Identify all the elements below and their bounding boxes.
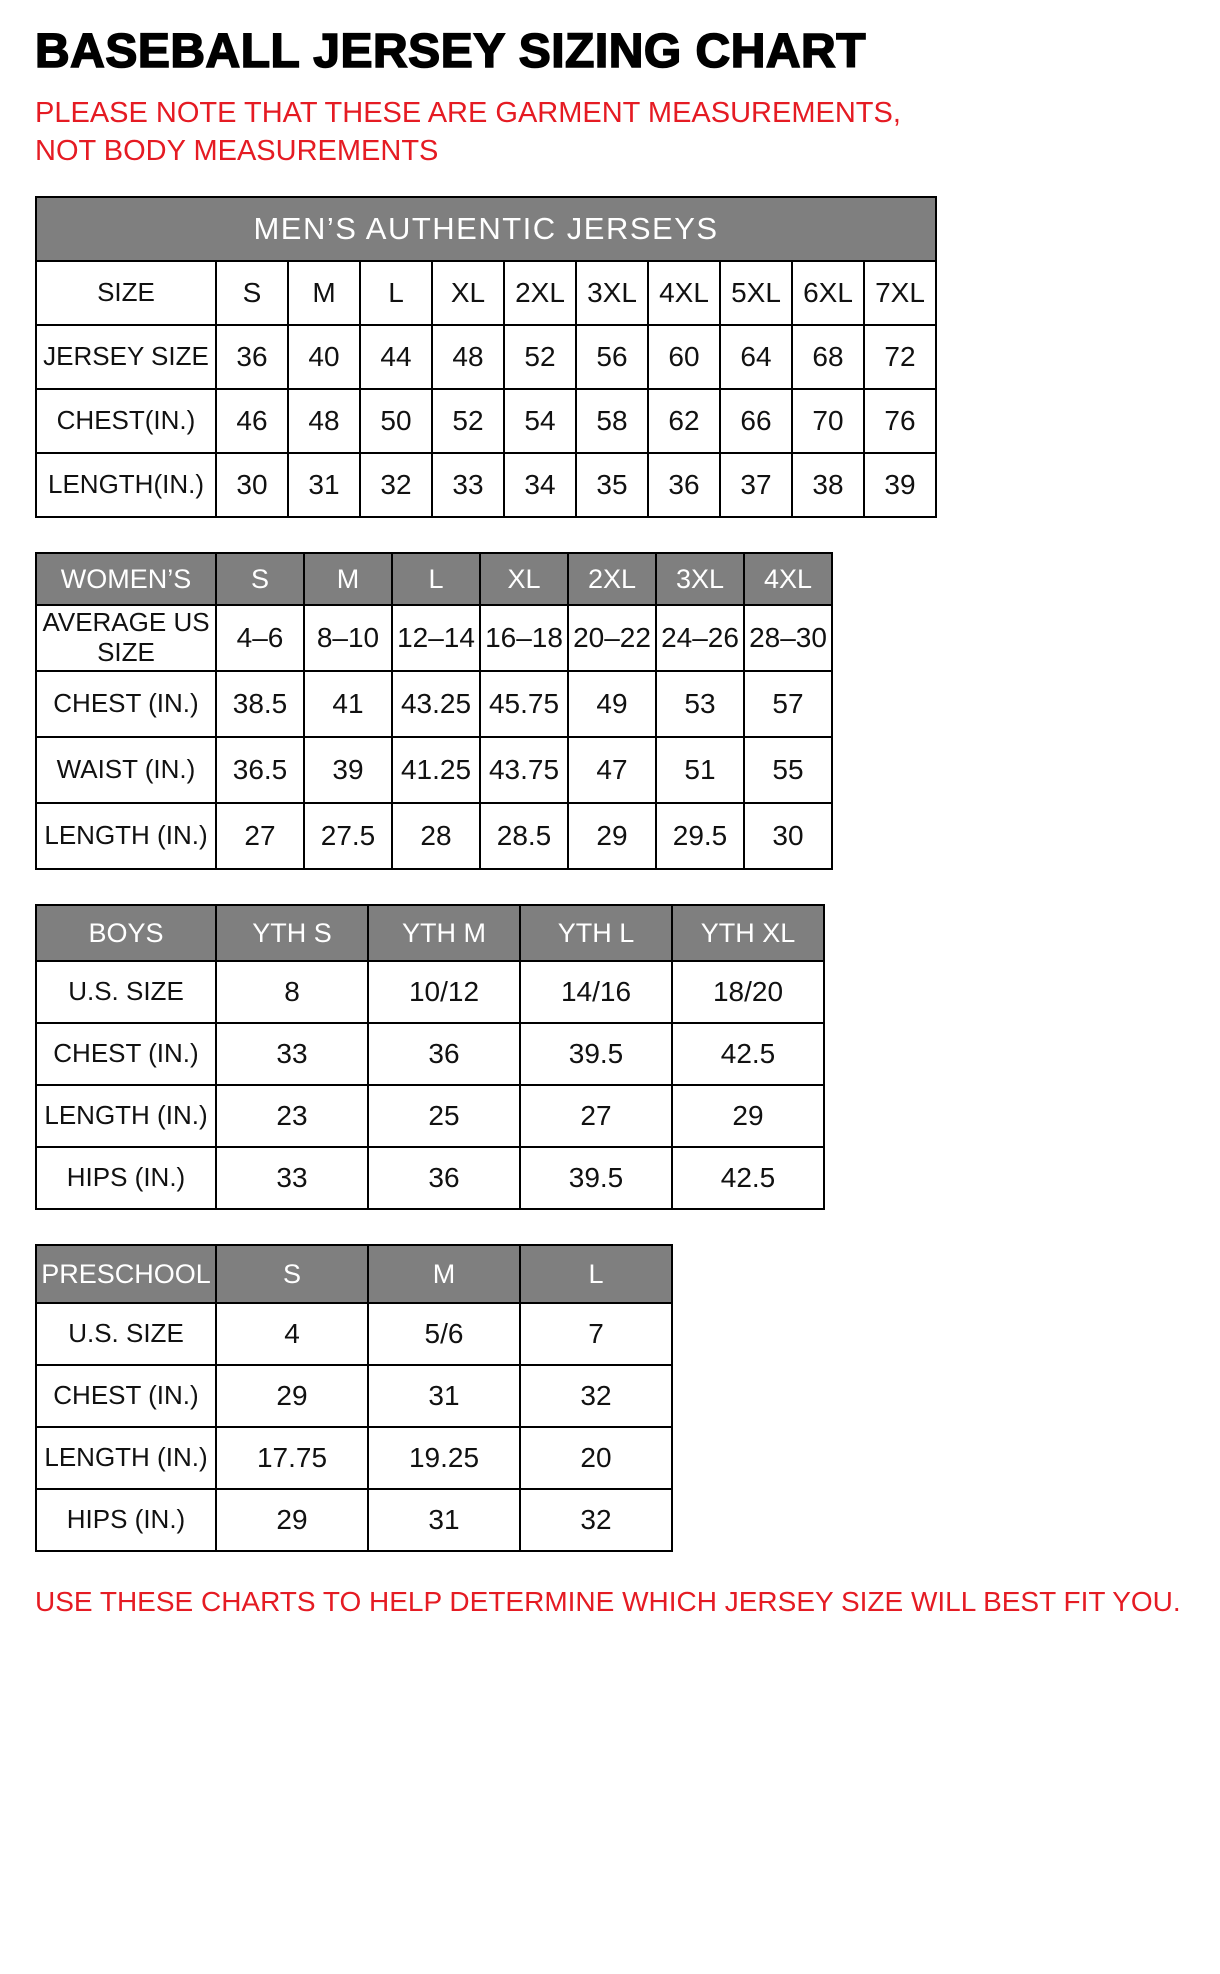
table-cell: 52 [504,325,576,389]
table-cell: 5/6 [368,1303,520,1365]
table-cell: L [360,261,432,325]
table-cell: 68 [792,325,864,389]
table-cell: 53 [656,671,744,737]
table-row [36,605,832,671]
table-cell: 56 [576,325,648,389]
column-header: S [216,553,304,605]
table-cell: 8 [216,961,368,1023]
table-cell: 62 [648,389,720,453]
table-cell: 31 [368,1365,520,1427]
table-cell: 36 [368,1023,520,1085]
table-cell: 4–6 [216,605,304,671]
table-cell: 40 [288,325,360,389]
table-cell: 38 [792,453,864,517]
table-cell: 4XL [648,261,720,325]
table-row [36,1489,672,1551]
table-cell: 19.25 [368,1427,520,1489]
table-cell: 10/12 [368,961,520,1023]
column-header: YTH M [368,905,520,961]
table-cell: 25 [368,1085,520,1147]
table-cell: 28.5 [480,803,568,869]
table-row [36,1427,672,1489]
table-cell: 7XL [864,261,936,325]
table-cell: 46 [216,389,288,453]
table-cell: 27 [520,1085,672,1147]
table-cell: 20 [520,1427,672,1489]
row-label: HIPS (IN.) [36,1489,216,1551]
boys-sizing-table [35,904,825,1210]
row-label: CHEST(IN.) [36,389,216,453]
mens-table-banner: MEN’S AUTHENTIC JERSEYS [36,197,936,261]
womens-sizing-table [35,552,833,870]
table-cell: 33 [216,1147,368,1209]
table-cell: 36 [368,1147,520,1209]
table-cell: 39.5 [520,1147,672,1209]
table-cell: 35 [576,453,648,517]
table-row [36,961,824,1023]
table-cell: 2XL [504,261,576,325]
table-cell: 17.75 [216,1427,368,1489]
table-cell: 23 [216,1085,368,1147]
row-label: WAIST (IN.) [36,737,216,803]
table-cell: 43.25 [392,671,480,737]
column-header: M [304,553,392,605]
column-header: WOMEN’S [36,553,216,605]
table-cell: 39 [864,453,936,517]
row-label: LENGTH(IN.) [36,453,216,517]
table-row [36,1365,672,1427]
row-label: CHEST (IN.) [36,1023,216,1085]
table-cell: 33 [216,1023,368,1085]
garment-note: PLEASE NOTE THAT THESE ARE GARMENT MEASUREMENTS, NOT BODY MEASUREMENTS [35,97,901,167]
table-cell: 30 [216,453,288,517]
table-cell: 16–18 [480,605,568,671]
column-header: YTH S [216,905,368,961]
row-label: AVERAGE US SIZE [36,605,216,671]
table-cell: 29 [216,1489,368,1551]
row-label: SIZE [36,261,216,325]
row-label: U.S. SIZE [36,1303,216,1365]
table-cell: 43.75 [480,737,568,803]
table-header-row [36,553,832,605]
table-cell: 29 [216,1365,368,1427]
table-cell: 34 [504,453,576,517]
table-cell: 44 [360,325,432,389]
table-cell: M [288,261,360,325]
table-cell: 42.5 [672,1023,824,1085]
table-cell: 14/16 [520,961,672,1023]
column-header: 4XL [744,553,832,605]
table-cell: 32 [360,453,432,517]
column-header: 3XL [656,553,744,605]
table-cell: 72 [864,325,936,389]
table-cell: 48 [288,389,360,453]
table-cell: 39.5 [520,1023,672,1085]
table-cell: 52 [432,389,504,453]
table-cell: 20–22 [568,605,656,671]
table-cell: 41.25 [392,737,480,803]
table-cell: 30 [744,803,832,869]
row-label: CHEST (IN.) [36,1365,216,1427]
mens-sizing-table [35,196,937,518]
table-cell: XL [432,261,504,325]
table-cell: 3XL [576,261,648,325]
table-cell: 76 [864,389,936,453]
row-label: CHEST (IN.) [36,671,216,737]
table-row [36,453,936,517]
column-header: YTH XL [672,905,824,961]
table-cell: 29.5 [656,803,744,869]
table-cell: 31 [288,453,360,517]
column-header: BOYS [36,905,216,961]
table-cell: 37 [720,453,792,517]
table-cell: 49 [568,671,656,737]
table-cell: 7 [520,1303,672,1365]
table-cell: 28 [392,803,480,869]
row-label: LENGTH (IN.) [36,803,216,869]
table-cell: 32 [520,1489,672,1551]
row-label: U.S. SIZE [36,961,216,1023]
table-cell: 38.5 [216,671,304,737]
column-header: PRESCHOOL [36,1245,216,1303]
column-header: L [392,553,480,605]
table-cell: 6XL [792,261,864,325]
table-cell: 18/20 [672,961,824,1023]
table-cell: 29 [672,1085,824,1147]
table-cell: S [216,261,288,325]
table-cell: 36.5 [216,737,304,803]
row-label: LENGTH (IN.) [36,1427,216,1489]
table-cell: 60 [648,325,720,389]
table-cell: 57 [744,671,832,737]
column-header: 2XL [568,553,656,605]
table-row [36,1023,824,1085]
table-cell: 31 [368,1489,520,1551]
table-cell: 27.5 [304,803,392,869]
table-cell: 12–14 [392,605,480,671]
row-label: HIPS (IN.) [36,1147,216,1209]
table-cell: 50 [360,389,432,453]
table-cell: 54 [504,389,576,453]
table-cell: 70 [792,389,864,453]
table-cell: 58 [576,389,648,453]
table-cell: 39 [304,737,392,803]
table-row [36,261,936,325]
table-row [36,737,832,803]
table-row [36,197,936,261]
table-cell: 48 [432,325,504,389]
table-cell: 4 [216,1303,368,1365]
column-header: YTH L [520,905,672,961]
table-cell: 66 [720,389,792,453]
table-cell: 41 [304,671,392,737]
column-header: XL [480,553,568,605]
table-cell: 5XL [720,261,792,325]
column-header: S [216,1245,368,1303]
page-title: BASEBALL JERSEY SIZING CHART [35,25,867,78]
table-cell: 64 [720,325,792,389]
row-label: JERSEY SIZE [36,325,216,389]
table-row [36,1085,824,1147]
table-cell: 51 [656,737,744,803]
table-cell: 29 [568,803,656,869]
column-header: M [368,1245,520,1303]
table-row [36,389,936,453]
table-cell: 28–30 [744,605,832,671]
table-cell: 36 [648,453,720,517]
table-row [36,671,832,737]
table-cell: 45.75 [480,671,568,737]
table-cell: 36 [216,325,288,389]
table-cell: 27 [216,803,304,869]
table-row [36,325,936,389]
table-cell: 8–10 [304,605,392,671]
table-cell: 33 [432,453,504,517]
table-cell: 47 [568,737,656,803]
table-header-row [36,905,824,961]
fit-advice-footer: USE THESE CHARTS TO HELP DETERMINE WHICH JERSEY SIZE WILL BEST FIT YOU. [35,1586,1181,1618]
table-cell: 55 [744,737,832,803]
table-header-row [36,1245,672,1303]
table-cell: 32 [520,1365,672,1427]
table-row [36,1303,672,1365]
preschool-sizing-table [35,1244,673,1552]
table-cell: 42.5 [672,1147,824,1209]
table-cell: 24–26 [656,605,744,671]
table-row [36,1147,824,1209]
column-header: L [520,1245,672,1303]
table-row [36,803,832,869]
row-label: LENGTH (IN.) [36,1085,216,1147]
